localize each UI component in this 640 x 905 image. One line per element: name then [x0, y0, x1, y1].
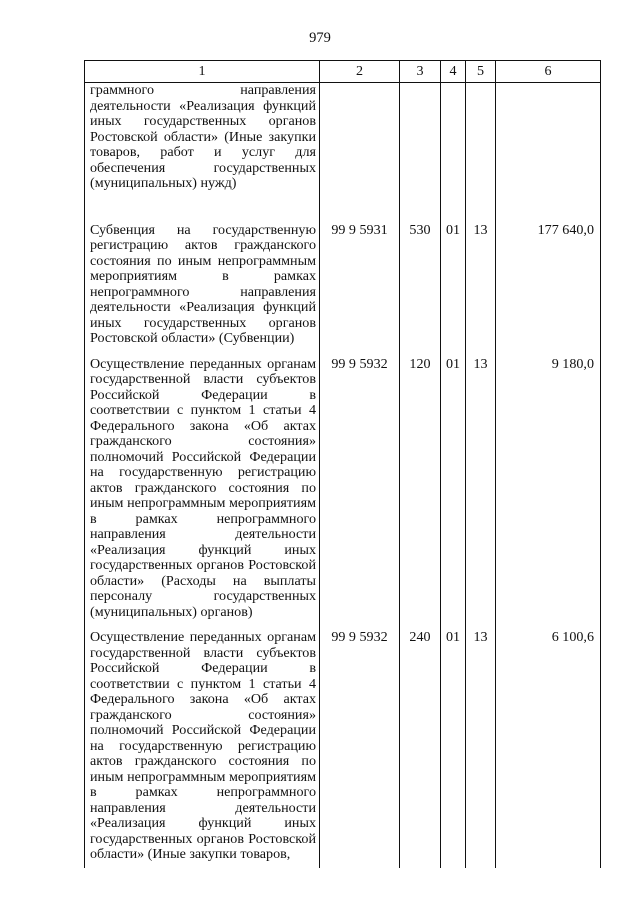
- row-target-article: 99 9 5932: [320, 625, 400, 868]
- budget-table: [84, 60, 601, 868]
- header-col-1: 1: [85, 61, 320, 83]
- row-description: Осуществление переданных органам государственной власти субъектов Российской Федерации в соответствии с пунктом 1 статьи 4 Федерального закона «Об актах гражданского состояния» полномочий Российской Федерации на государственную регистрацию актов гражданского состояния по иным непрограммным мероприятиям в рамках непрограммного направления деятельности «Реализация функций иных государственных органов Ростовской области» (Иные закупки товаров,: [85, 625, 320, 868]
- page-number: 979: [309, 30, 331, 46]
- row-section: 01: [441, 352, 466, 626]
- row-amount: 6 100,6: [496, 625, 601, 868]
- table-row: [85, 83, 601, 218]
- row-description: Осуществление переданных органам государственной власти субъектов Российской Федерации в соответствии с пунктом 1 статьи 4 Федерального закона «Об актах гражданского состояния» полномочий Российской Федерации на государственную регистрацию актов гражданского состояния по иным непрограммным мероприятиям в рамках непрограммного направления деятельности «Реализация функций иных государственных органов Ростовской области» (Расходы на выплаты персоналу государственных (муниципальных) органов): [85, 352, 320, 626]
- row-expense-type: 530: [400, 218, 441, 352]
- header-col-5: 5: [466, 61, 496, 83]
- header-col-3: 3: [400, 61, 441, 83]
- table-row: [85, 352, 601, 626]
- row-description: Субвенция на государственную регистрацию актов гражданского состояния по иным непрограммным мероприятиям в рамках непрограммного направления деятельности «Реализация функций иных государственных органов Ростовской области» (Субвенции): [85, 218, 320, 352]
- row-expense-type: [400, 83, 441, 218]
- table-header-row: [85, 61, 601, 83]
- header-col-4: 4: [441, 61, 466, 83]
- row-target-article: 99 9 5932: [320, 352, 400, 626]
- row-subsection: [466, 83, 496, 218]
- row-section: [441, 83, 466, 218]
- table-row: [85, 625, 601, 868]
- row-section: 01: [441, 625, 466, 868]
- row-section: 01: [441, 218, 466, 352]
- table-row: [85, 218, 601, 352]
- header-col-2: 2: [320, 61, 400, 83]
- header-col-6: 6: [496, 61, 601, 83]
- row-description: граммного направления деятельности «Реализация функций иных государственных органов Ростовской области» (Иные закупки товаров, работ и услуг для обеспечения государственных (муниципальных) нужд): [85, 83, 320, 218]
- row-target-article: 99 9 5931: [320, 218, 400, 352]
- row-expense-type: 240: [400, 625, 441, 868]
- row-subsection: 13: [466, 352, 496, 626]
- row-amount: 177 640,0: [496, 218, 601, 352]
- row-subsection: 13: [466, 218, 496, 352]
- row-amount: [496, 83, 601, 218]
- row-amount: 9 180,0: [496, 352, 601, 626]
- row-target-article: [320, 83, 400, 218]
- row-subsection: 13: [466, 625, 496, 868]
- row-expense-type: 120: [400, 352, 441, 626]
